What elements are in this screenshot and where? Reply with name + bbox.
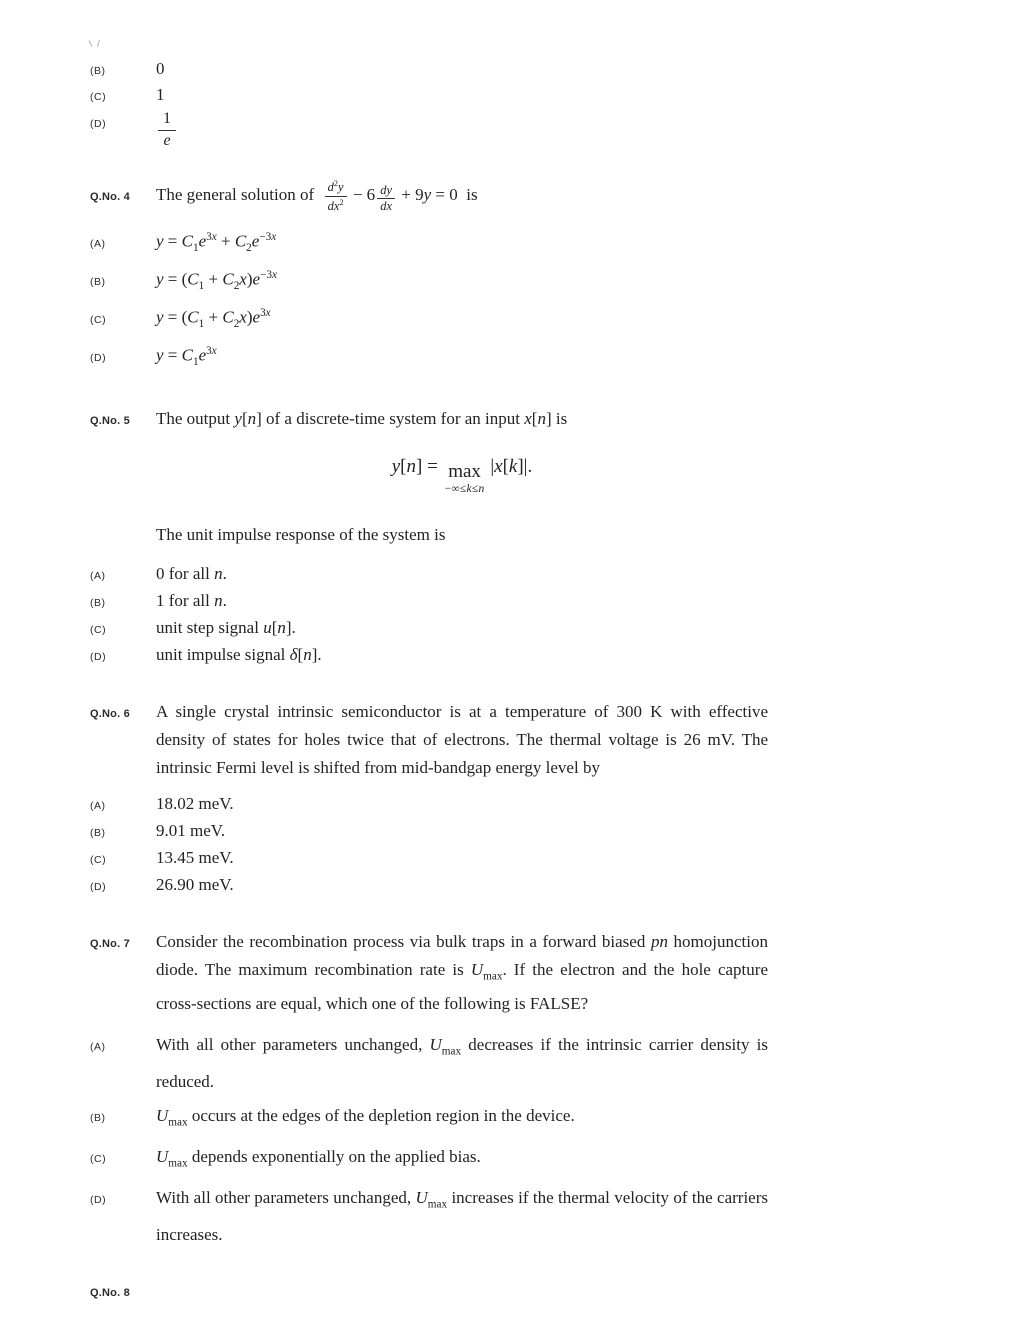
option-text: 0 for all n. <box>156 563 227 583</box>
question-stem-row <box>90 1287 1020 1299</box>
option-list <box>90 226 1020 374</box>
option-row <box>90 589 1020 612</box>
option-row <box>90 1030 1020 1095</box>
option-row <box>90 643 1020 666</box>
option-text: 13.45 meV. <box>156 847 234 867</box>
question-stem: A single crystal intrinsic semiconductor is at a temperature of 300 K with effective density of states for holes twice that of electrons. The thermal voltage is 26 mV. The intrinsic Fermi level is shifted from mid-bandgap energy level by <box>156 701 768 777</box>
option-label: (C) <box>90 853 107 866</box>
option-row <box>90 616 1020 639</box>
option-text: $y = (C_1 + C_2x)e^{-3x}$ <box>156 269 277 293</box>
option-row <box>90 264 1020 298</box>
option-label: (D) <box>90 118 107 130</box>
option-label: (B) <box>90 596 106 609</box>
question-number: Q.No. 5 <box>90 415 130 428</box>
option-label: (A) <box>90 237 106 250</box>
option-row <box>90 846 1020 869</box>
option-text: 18.02 meV. <box>156 793 234 813</box>
option-label: (C) <box>90 313 107 326</box>
question-8 <box>90 1287 1020 1299</box>
option-row <box>90 792 1020 815</box>
option-row <box>90 1142 1020 1178</box>
question-number: Q.No. 7 <box>90 937 130 950</box>
equation-row <box>90 456 1020 496</box>
option-label: (D) <box>90 880 107 893</box>
option-text: 26.90 meV. <box>156 874 234 894</box>
option-list <box>90 1030 1020 1249</box>
option-text: $y = C_1e^{3x} + C_2e^{-3x}$ <box>156 231 277 255</box>
question-stem-row <box>90 698 1020 782</box>
option-label: (D) <box>90 1194 107 1207</box>
carryover-options <box>90 58 1020 149</box>
option-list <box>90 792 1020 896</box>
question-5 <box>90 404 1020 666</box>
option-text: $\frac{1}{e}$ <box>156 110 768 149</box>
option-text: With all other parameters unchanged, $U_{max}$ decreases if the intrinsic carrier density is reduced. <box>156 1035 769 1091</box>
option-row <box>90 819 1020 842</box>
option-label: (C) <box>90 91 107 103</box>
option-text: $y = (C_1 + C_2x)e^{3x}$ <box>156 307 271 331</box>
question-number: Q.No. 4 <box>90 191 130 204</box>
option-label: (C) <box>90 623 107 636</box>
question-stem-continued: The unit impulse response of the system is <box>156 524 446 544</box>
option-label: (A) <box>90 799 106 812</box>
option-label: (B) <box>90 65 106 77</box>
question-6 <box>90 698 1020 896</box>
scan-artifact <box>88 40 104 48</box>
question-stem-row <box>90 404 1020 434</box>
option-row <box>90 110 1020 149</box>
option-text: 9.01 meV. <box>156 820 226 840</box>
option-text: unit impulse signal δ[n]. <box>156 644 322 664</box>
option-text: $U_{max}$ depends exponentially on the applied bias. <box>156 1146 481 1170</box>
option-row <box>90 302 1020 336</box>
question-number: Q.No. 6 <box>90 707 130 720</box>
option-label: (A) <box>90 1041 106 1054</box>
option-text: unit step signal u[n]. <box>156 617 296 637</box>
option-label: (B) <box>90 826 106 839</box>
option-label: (B) <box>90 275 106 288</box>
option-row <box>90 340 1020 374</box>
option-row <box>90 1183 1020 1248</box>
option-row <box>90 84 1020 105</box>
option-row <box>90 562 1020 585</box>
option-list <box>90 562 1020 666</box>
option-text: $y = C_1e^{3x}$ <box>156 345 217 369</box>
option-text: $U_{max}$ occurs at the edges of the depletion region in the device. <box>156 1105 575 1128</box>
option-label: (C) <box>90 1152 107 1165</box>
option-text: 1 for all n. <box>156 590 227 610</box>
option-text: 1 <box>156 85 165 104</box>
question-number: Q.No. 8 <box>90 1286 130 1299</box>
option-text: With all other parameters unchanged, $U_{max}$ increases if the thermal velocity of the carriers increases. <box>156 1188 768 1244</box>
option-text: 0 <box>156 59 165 78</box>
question-stem-continued-row <box>90 520 1020 550</box>
equation: y[n] = max −∞≤k≤n |x[k]|. <box>391 456 533 496</box>
option-label: (A) <box>90 569 106 582</box>
option-label: (D) <box>90 650 107 663</box>
question-stem: The general solution of $\frac{d^2y}{dx^2}$ − 6 $\frac{dy}{dx}$ + 9y = 0 is <box>156 179 478 214</box>
option-label: (D) <box>90 351 107 364</box>
question-stem-row <box>90 928 1020 1018</box>
question-stem: Consider the recombination process via bulk traps in a forward biased pn homojunction diode. The maximum recombination rate is $U_{max}$. If the electron and the hole capture cross-sections are equal, which one of the following is FALSE? <box>156 931 768 1014</box>
option-row <box>90 873 1020 896</box>
option-row <box>90 226 1020 260</box>
question-4 <box>90 179 1020 374</box>
question-stem-row <box>90 179 1020 214</box>
option-row <box>90 58 1020 79</box>
option-row <box>90 1101 1020 1137</box>
question-7 <box>90 928 1020 1249</box>
question-stem: The output y[n] of a discrete-time system for an input x[n] is <box>156 409 568 429</box>
option-label: (B) <box>90 1111 106 1124</box>
